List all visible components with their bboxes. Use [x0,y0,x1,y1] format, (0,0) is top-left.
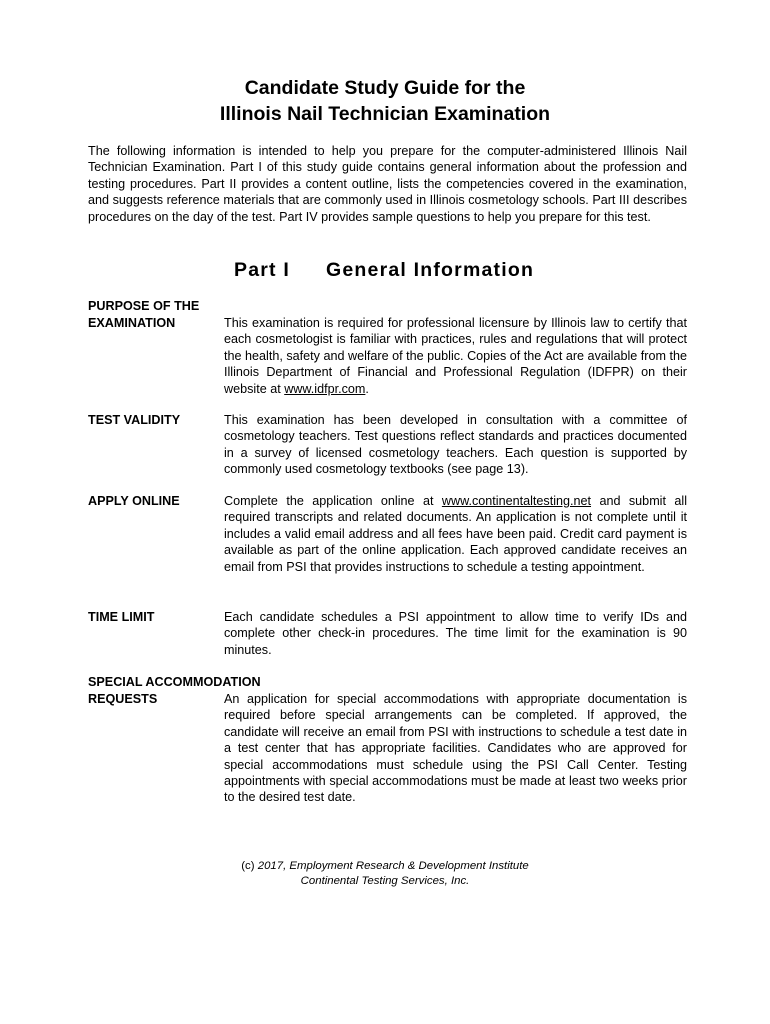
document-title-line-1: Candidate Study Guide for the [244,77,526,99]
validity-text: This examination has been developed in consultation with a committee of cosmetology teachers. Test questions reflect standards and practices documented in a survey of licensed cosmetology teachers. Each question is supported by commonly used cosmetology textbooks (see page 13). [224,413,687,477]
time-limit-text: Each candidate schedules a PSI appointment to allow time to verify IDs and complete other check-in procedures. The time limit for the examination is 90 minutes. [224,610,687,657]
footer-copyright-text: 2017, Employment Research & Development Institute [257,860,529,872]
validity-label: TEST VALIDITY [88,413,181,427]
purpose-label-line-2: EXAMINATION [88,316,176,330]
special-label-line-2: REQUESTS [88,692,158,706]
part-number-heading: Part I [234,259,290,281]
special-text: An application for special accommodations with appropriate documentation is required before special arrangements can be completed. If approved, the candidate will receive an email from PSI with instructions to schedule a test date in a test center that has appropriate facilities. Candidates who are approved for special accommodations must schedule using the PSI Call Center. Testing appointments with special accommodations must be made at least two weeks prior to the desired test date. [224,692,687,805]
footer-line-1 [0,859,770,873]
idfpr-link[interactable]: www.idfpr.com [284,381,366,396]
intro-paragraph: The following information is intended to help you prepare for the computer-administered Illinois Nail Technician Examination. Part I of this study guide contains general information about the profession and testing procedures. Part II provides a content outline, lists the competencies covered in the examination, and suggests reference materials that are commonly used in Illinois cosmetology schools. Part III describes procedures on the day of the test. Part IV provides sample questions to help you prepare for this test. [88,144,687,224]
part-title-heading: General Information [326,259,535,281]
apply-label: APPLY ONLINE [88,494,180,508]
continentaltesting-link[interactable]: www.continentaltesting.net [441,494,592,508]
copyright-mark: (c) [241,860,255,872]
purpose-text-end: . [365,381,369,396]
footer-line-2: Continental Testing Services, Inc. [300,875,470,887]
document-title-line-2: Illinois Nail Technician Examination [219,103,551,125]
purpose-text-body: This examination is required for professional licensure by Illinois law to certify that each cosmetologist is familiar with practices, rules and regulations that will protect the health, safety and welfare of the public. Copies of the Act are available from the Illinois Department of Financial and Professional Regulation (IDFPR) on their website at [224,316,687,396]
time-limit-label: TIME LIMIT [88,610,155,624]
purpose-label-line-1: PURPOSE OF THE [88,299,200,313]
apply-text [224,493,687,575]
apply-text-start: Complete the application online at [224,494,442,508]
purpose-text [224,315,687,397]
special-label-line-1: SPECIAL ACCOMMODATION [88,675,261,689]
apply-text-body: and submit all required transcripts and related documents. An application is not complete until it includes a valid email address and all fees have been paid. Credit card payment is available as part of the online application. Each approved candidate receives an email from PSI that provides instructions to schedule a testing appointment. [224,494,688,574]
